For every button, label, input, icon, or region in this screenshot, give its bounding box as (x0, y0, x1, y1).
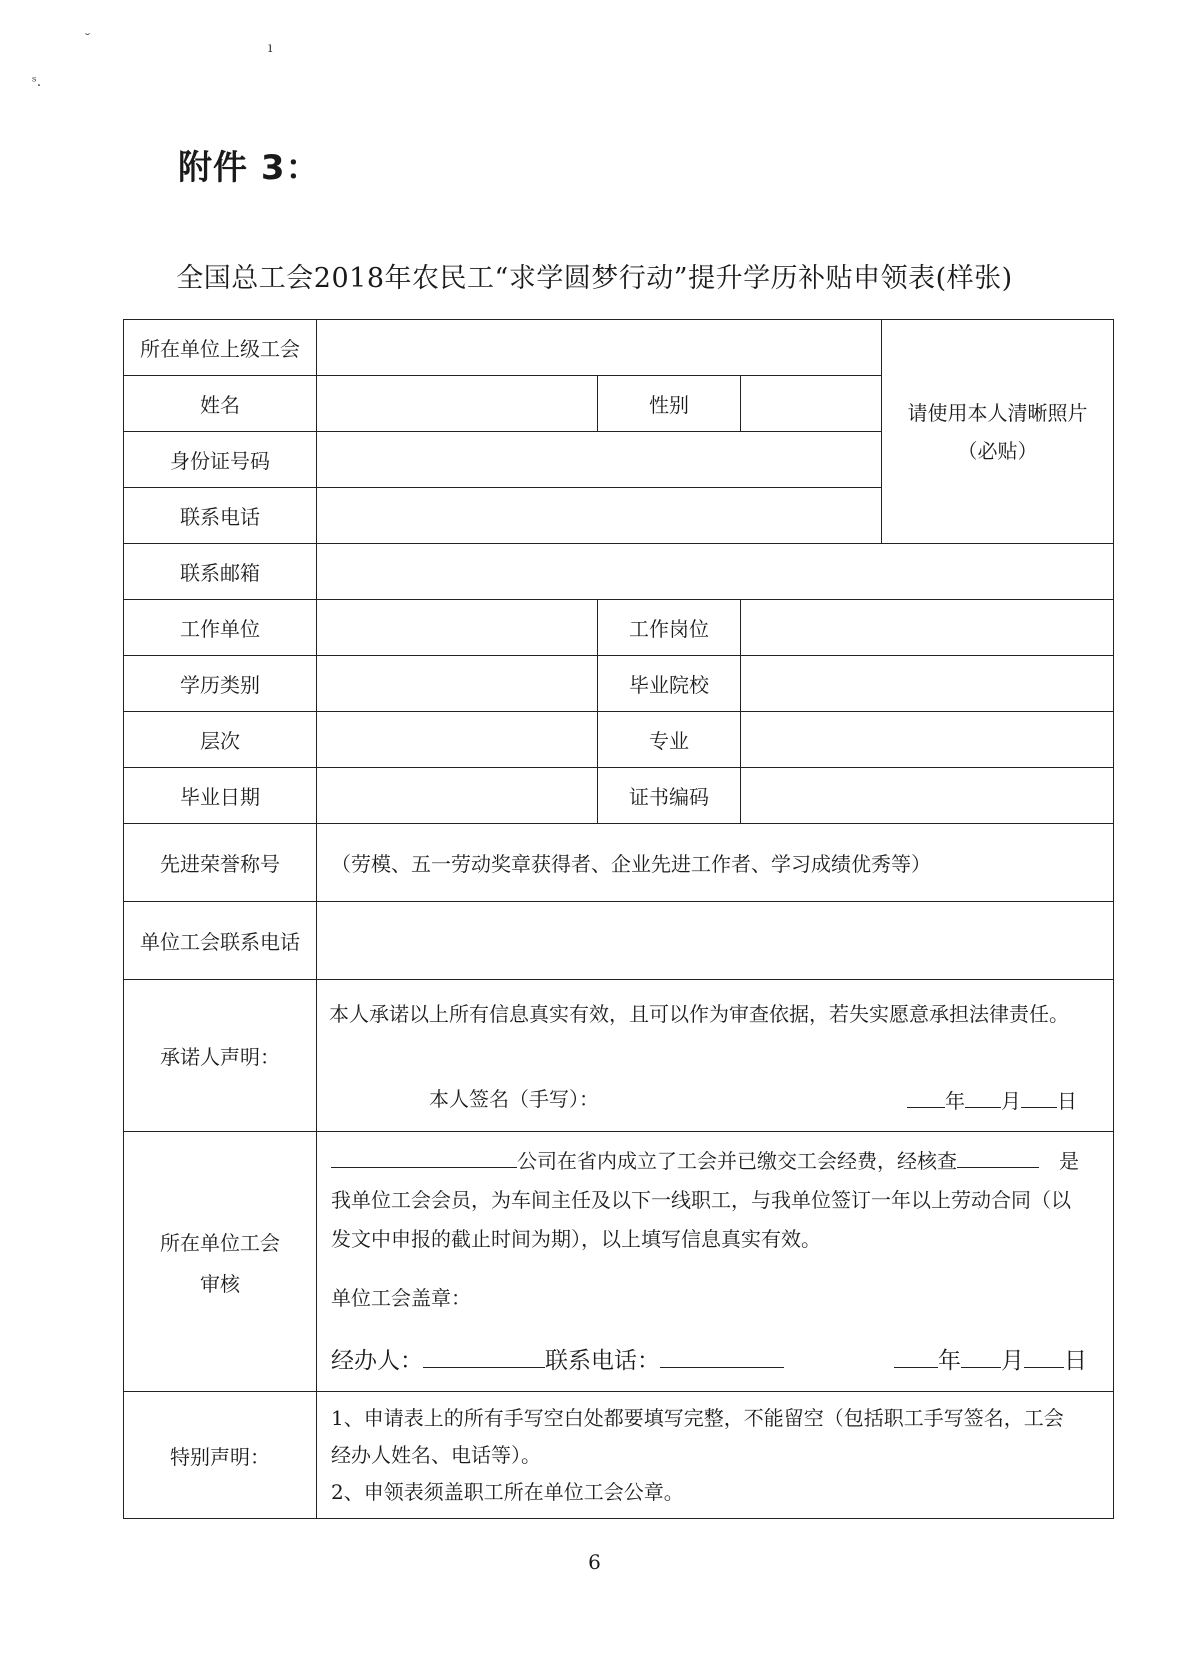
attachment-label: 附件 3： (178, 148, 321, 188)
upper-union-field[interactable] (317, 320, 882, 376)
month-label: 月 (1001, 1089, 1022, 1113)
handler-label: 经办人： (331, 1348, 423, 1374)
audit-label-line1: 所在单位工会 (160, 1230, 280, 1255)
honor-title-field[interactable]: （劳模、五一劳动奖章获得者、企业先进工作者、学习成绩优秀等） (317, 824, 1114, 902)
job-position-label: 工作岗位 (598, 600, 741, 656)
certificate-number-field[interactable] (741, 768, 1114, 824)
handler-phone-blank[interactable] (660, 1343, 784, 1368)
audit-day-blank[interactable] (1024, 1343, 1064, 1368)
audit-year-blank[interactable] (894, 1343, 938, 1368)
year-blank[interactable] (907, 1083, 945, 1108)
audit-year-label: 年 (938, 1348, 962, 1374)
scan-speck: ı (268, 40, 273, 56)
row-declaration (124, 980, 1114, 1132)
signature-line (329, 1083, 1101, 1114)
phone-field[interactable] (317, 488, 882, 544)
seal-label: 单位工会盖章： (331, 1286, 471, 1310)
row-email (124, 544, 1114, 600)
row-graduation (124, 768, 1114, 824)
row-education (124, 656, 1114, 712)
declaration-text: 本人承诺以上所有信息真实有效，且可以作为审查依据，若失实愿意承担法律责任。 (329, 1002, 1069, 1026)
scan-speck: ˢ. (32, 74, 42, 90)
graduation-date-field[interactable] (317, 768, 598, 824)
audit-text-part1: 公司在省内成立了工会并已缴交工会经费，经核查 (517, 1149, 957, 1173)
email-label: 联系邮箱 (124, 544, 317, 600)
union-phone-label: 单位工会联系电话 (124, 902, 317, 980)
photo-instruction: 请使用本人清晰照片 (907, 400, 1088, 425)
special-notes-cell (317, 1392, 1114, 1519)
special-note-1b: 经办人姓名、电话等）。 (331, 1442, 541, 1467)
handler-line (331, 1342, 1099, 1381)
id-number-label: 身份证号码 (124, 432, 317, 488)
audit-cell (317, 1132, 1114, 1392)
job-position-field[interactable] (741, 600, 1114, 656)
declaration-label: 承诺人声明： (124, 980, 317, 1132)
handler-name-blank[interactable] (423, 1343, 545, 1368)
major-field[interactable] (741, 712, 1114, 768)
honor-title-label: 先进荣誉称号 (124, 824, 317, 902)
level-field[interactable] (317, 712, 598, 768)
day-blank[interactable] (1021, 1083, 1057, 1108)
audit-label-line2: 审核 (200, 1271, 240, 1296)
gender-label: 性别 (598, 376, 741, 432)
month-blank[interactable] (965, 1083, 1001, 1108)
signature-label: 本人签名（手写）： (429, 1087, 599, 1111)
workplace-field[interactable] (317, 600, 598, 656)
form-title: 全国总工会2018年农民工“求学圆梦行动”提升学历补贴申领表(样张) (176, 263, 1013, 294)
education-type-field[interactable] (317, 656, 598, 712)
handler-phone-label: 联系电话： (545, 1348, 660, 1374)
special-note-2: 2、申领表须盖职工所在单位工会公章。 (331, 1479, 684, 1504)
member-name-blank[interactable] (957, 1143, 1039, 1168)
audit-line2: 我单位工会会员，为车间主任及以下一线职工，与我单位签订一年以上劳动合同（以 (331, 1188, 1071, 1212)
email-field[interactable] (317, 544, 1114, 600)
education-type-label: 学历类别 (124, 656, 317, 712)
application-form-table (123, 319, 1114, 1519)
photo-box[interactable] (882, 320, 1114, 544)
company-blank[interactable] (331, 1143, 517, 1168)
phone-label: 联系电话 (124, 488, 317, 544)
row-upper-union (124, 320, 1114, 376)
row-honor (124, 824, 1114, 902)
day-label: 日 (1057, 1089, 1078, 1113)
graduate-school-field[interactable] (741, 656, 1114, 712)
graduation-date-label: 毕业日期 (124, 768, 317, 824)
audit-line3: 发文中申报的截止时间为期），以上填写信息真实有效。 (331, 1227, 821, 1251)
row-workplace (124, 600, 1114, 656)
workplace-label: 工作单位 (124, 600, 317, 656)
signature-date[interactable] (907, 1083, 1101, 1114)
graduate-school-label: 毕业院校 (598, 656, 741, 712)
gender-field[interactable] (741, 376, 882, 432)
upper-union-label: 所在单位上级工会 (124, 320, 317, 376)
certificate-number-label: 证书编码 (598, 768, 741, 824)
declaration-cell (317, 980, 1114, 1132)
special-note-1: 1、申请表上的所有手写空白处都要填写完整，不能留空（包括职工手写签名，工会 (331, 1405, 1064, 1430)
row-level (124, 712, 1114, 768)
name-label: 姓名 (124, 376, 317, 432)
level-label: 层次 (124, 712, 317, 768)
page-number: 6 (588, 1550, 601, 1574)
major-label: 专业 (598, 712, 741, 768)
audit-day-label: 日 (1064, 1348, 1088, 1374)
id-number-field[interactable] (317, 432, 882, 488)
year-label: 年 (945, 1089, 966, 1113)
union-phone-field[interactable] (317, 902, 1114, 980)
photo-required-note: （必贴） (957, 438, 1038, 463)
special-label: 特别声明： (124, 1392, 317, 1519)
name-field[interactable] (317, 376, 598, 432)
audit-text-part2: 是 (1059, 1149, 1079, 1173)
row-audit (124, 1132, 1114, 1392)
row-union-phone (124, 902, 1114, 980)
audit-month-label: 月 (1001, 1348, 1025, 1374)
scan-speck: ˘ (84, 32, 91, 48)
audit-line1 (331, 1142, 1099, 1181)
audit-label-cell (124, 1132, 317, 1392)
audit-month-blank[interactable] (961, 1343, 1001, 1368)
row-special (124, 1392, 1114, 1519)
